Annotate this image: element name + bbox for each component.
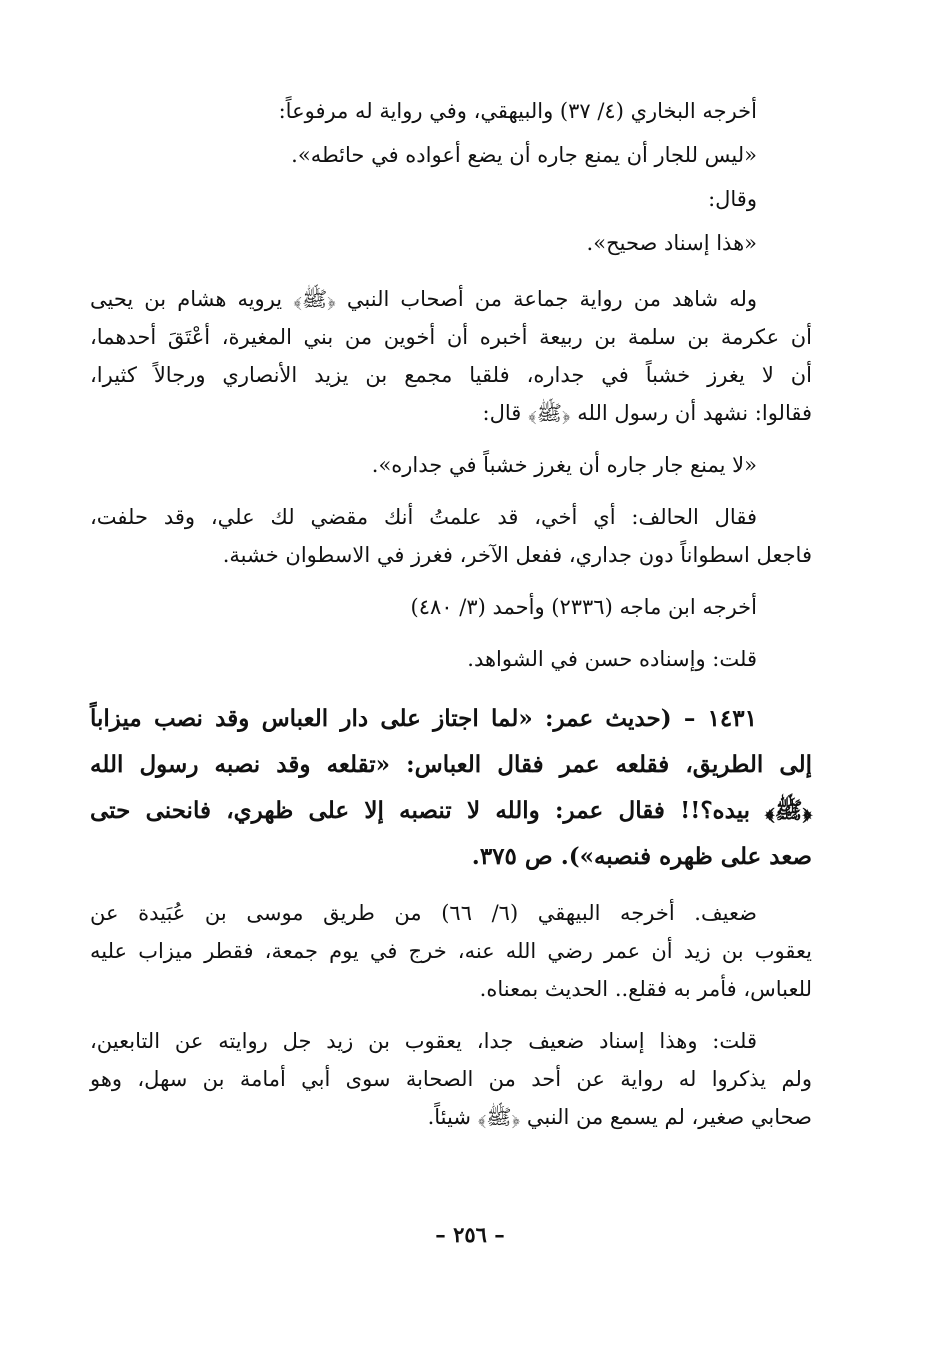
text-line: يعقوب بن زيد أن عمر رضي الله عنه، خرج في يوم جمعة، فقطر ميزاب عليه xyxy=(90,939,812,963)
text-line: صحابي صغير، لم يسمع من النبي ﴿ﷺ﴾ شيئاً. xyxy=(427,1105,812,1129)
quote-line: «هذا إسناد صحيح». xyxy=(586,231,757,255)
text-line: فقالوا: نشهد أن رسول الله ﴿ﷺ﴾ قال: xyxy=(482,401,812,425)
paragraph-grading xyxy=(90,894,812,1008)
page-number: – ٢٥٦ – xyxy=(435,1222,505,1247)
text-line: وله شاهد من رواية جماعة من أصحاب النبي ﴿ﷺ﴾ يرويه هشام بن يحيى xyxy=(90,287,757,311)
hadith-text-line: صعد على ظهره فنصبه»). ص ٣٧٥. xyxy=(471,843,812,870)
hadith-quote: «لا يمنع جار جاره أن يغرز خشباً في جداره». xyxy=(371,453,757,477)
paragraph-oath xyxy=(90,498,812,574)
text-line: للعباس، فأمر به فقلع.. الحديث بمعناه. xyxy=(479,977,812,1001)
page-body xyxy=(90,92,812,1136)
hadith-text-line: إلى الطريق، فقلعه عمر فقال العباس: «تقلعه وقد نصبه رسول الله xyxy=(90,751,812,778)
text-line: ولم يذكروا له رواية عن أحد من الصحابة سوى أبي أمامة بن سهل، وهو xyxy=(90,1067,812,1091)
paragraph-witness xyxy=(90,280,812,432)
text-line: ضعيف. أخرجه البيهقي (٦/ ٦٦) من طريق موسى بن عُبَيدة عن xyxy=(90,901,757,925)
text-line: قلت: وهذا إسناد ضعيف جدا، يعقوب بن زيد جل روايته عن التابعين، xyxy=(90,1029,757,1053)
text-line: وقال: xyxy=(708,187,757,211)
hadith-text-line: ١٤٣١ – (حديث عمر: «لما اجتاز على دار العباس وقد نصب ميزاباً xyxy=(90,705,757,732)
hadith-text-line: ﴿ﷺ﴾ بيده؟!! فقال عمر: والله لا تنصبه إلا على ظهري، فانحنى حتى xyxy=(90,797,812,824)
text-line: أن لا يغرز خشباً في جداره، فلقيا مجمع بن يزيد الأنصاري ورجالاً كثيرا، xyxy=(90,363,812,387)
text-line: أن عكرمة بن سلمة بن ربيعة أخبره أن أخوين من بني المغيرة، أعْتَقَ أحدهما، xyxy=(90,325,812,349)
verdict-line: قلت: وإسناده حسن في الشواهد. xyxy=(467,647,757,671)
text-line: فقال الحالف: أي أخي، قد علمتُ أنك مقضي لك علي، وقد حلفت، xyxy=(90,505,757,529)
takhrij-line: أخرجه ابن ماجه (٢٣٣٦) وأحمد (٣/ ٤٨٠) xyxy=(410,595,757,619)
text-line: أخرجه البخاري (٤/ ٣٧) والبيهقي، وفي رواية له مرفوعاً: xyxy=(278,99,757,123)
hadith-quote: «ليس للجار أن يمنع جاره أن يضع أعواده في حائطه». xyxy=(291,143,757,167)
text-line: فاجعل اسطواناً دون جداري، ففعل الآخر، فغرز في الاسطوان خشبة. xyxy=(222,543,812,567)
paragraph-comment xyxy=(90,1022,812,1136)
hadith-entry-1431 xyxy=(90,696,812,880)
